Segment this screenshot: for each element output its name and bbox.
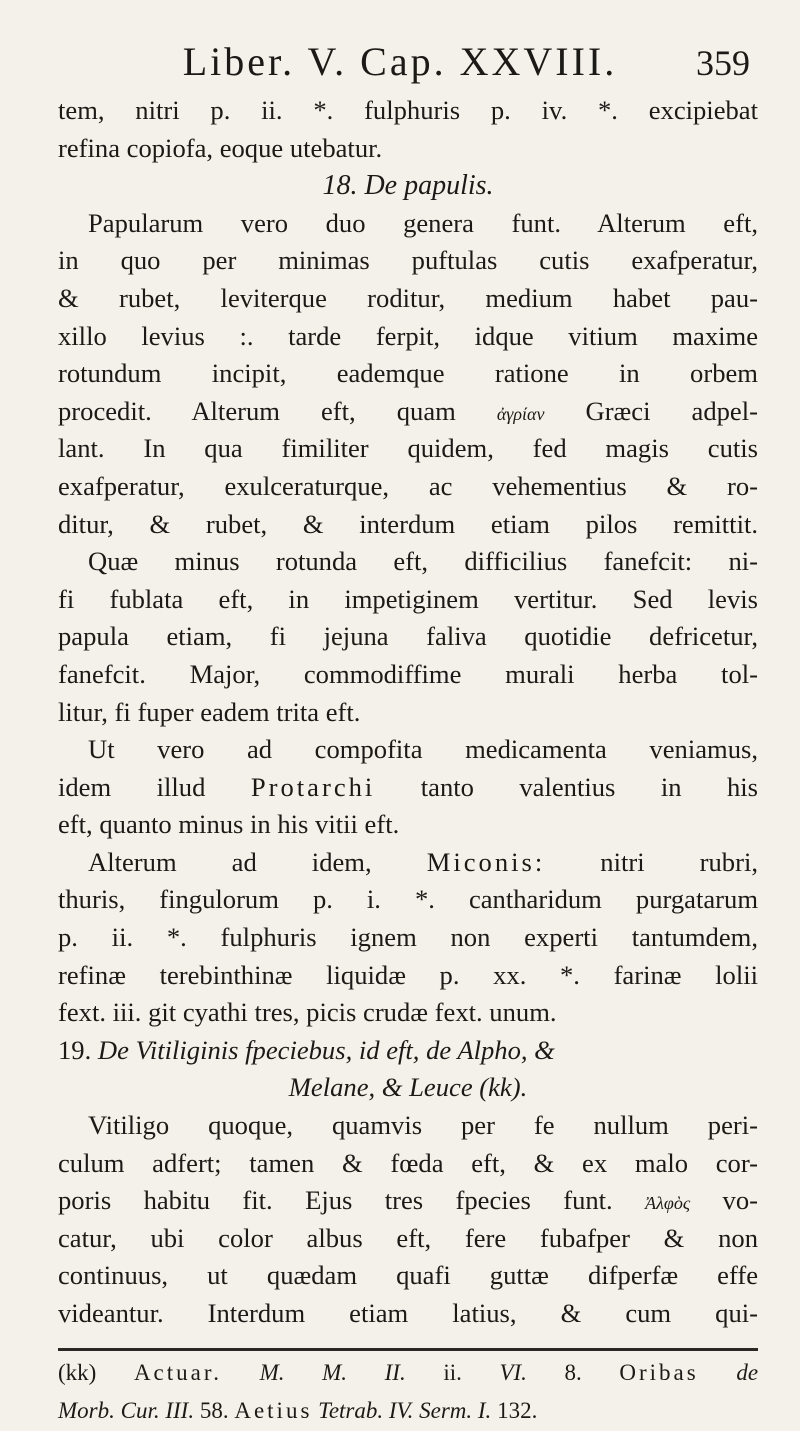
footnote-ref: Tetrab. IV. Serm. I. <box>318 1397 492 1423</box>
footnote-author: Oribas <box>619 1360 699 1385</box>
text-line <box>58 844 758 882</box>
footnote-ref: 58. <box>199 1397 229 1423</box>
text-segment: nitri rubri, <box>600 846 758 877</box>
text-line: p. ii. *. fulphuris ignem non experti tantumdem, <box>58 922 758 953</box>
section-number: 19. <box>58 1034 92 1065</box>
footnote-marker: (kk) <box>58 1360 97 1385</box>
text-line: xillo levius :. tarde ferpit, idque vitium maxime <box>58 320 758 351</box>
text-segment: vo- <box>722 1185 758 1216</box>
text-line: Ut vero ad compofita medicamenta veniamus, <box>88 734 758 765</box>
running-head-title: Liber. V. Cap. XXVIII. <box>182 39 618 84</box>
greek-word: ἀγρίαν <box>496 403 545 424</box>
text-line <box>58 769 758 807</box>
text-line: papula etiam, fi jejuna faliva quotidie defricetur, <box>58 621 758 652</box>
footnote-line <box>58 1356 758 1394</box>
footnote-rule <box>58 1348 758 1351</box>
section-title: De Vitiliginis fpeciebus, id eft, de Alpho, & <box>97 1034 555 1065</box>
footnote-author: Actuar. <box>133 1360 222 1385</box>
text-line: thuris, fingulorum p. i. *. cantharidum purgatarum <box>58 884 758 915</box>
body-text <box>58 92 758 1333</box>
footnote-ref: VI. <box>499 1360 527 1385</box>
text-line: videantur. Interdum etiam latius, & cum qui- <box>58 1298 758 1328</box>
text-line: refina copiofa, eoque utebatur. <box>58 132 383 163</box>
text-line: eft, quanto minus in his vitii eft. <box>58 809 400 840</box>
text-segment: tanto valentius in his <box>420 771 758 802</box>
text-segment: poris habitu fit. Ejus tres fpecies funt. <box>58 1185 613 1216</box>
text-line: fext. iii. git cyathi tres, picis crudæ fext. unum. <box>58 997 557 1028</box>
footnote-author: Aetius <box>234 1397 313 1423</box>
text-line: fanefcit. Major, commodiffime murali herba tol- <box>58 658 758 689</box>
footnote-ref: Morb. Cur. III. <box>58 1397 195 1423</box>
footnote-ref: de <box>736 1360 759 1385</box>
text-line <box>58 1182 758 1220</box>
section-title-continued: Melane, & Leuce (kk). <box>288 1072 528 1103</box>
footnote-ref: M. M. II. <box>259 1360 406 1385</box>
text-line: rotundum incipit, eademque ratione in orbem <box>58 358 758 389</box>
section-heading-papulis: 18. De papulis. <box>322 170 494 202</box>
footnotes <box>58 1356 758 1431</box>
text-line: in quo per minimas puftulas cutis exafperatur, <box>58 245 758 276</box>
author-name-miconis: Miconis: <box>426 846 546 877</box>
text-line: Vitiligo quoque, quamvis per fe nullum peri- <box>88 1110 758 1141</box>
text-line: catur, ubi color albus eft, fere fubafper & non <box>58 1222 758 1253</box>
text-line: tem, nitri p. ii. *. fulphuris p. iv. *. excipiebat <box>58 95 758 125</box>
running-head <box>0 38 800 88</box>
footnote-line <box>58 1394 758 1431</box>
text-line: fi fublata eft, in impetiginem vertitur. Sed levis <box>58 583 758 614</box>
page-number: 359 <box>696 43 750 83</box>
text-line: lant. In qua fimiliter quidem, fed magis cutis <box>58 433 758 464</box>
text-line: refinæ terebinthinæ liquidæ p. xx. *. farinæ lolii <box>58 959 758 990</box>
footnote-ref: 132. <box>497 1397 538 1423</box>
text-line: & rubet, leviterque roditur, medium habet pau- <box>58 282 758 313</box>
text-line: culum adfert; tamen & fœda eft, & ex malo cor- <box>58 1147 758 1178</box>
text-segment: Græci adpel- <box>585 395 758 426</box>
footnote-ref: ii. <box>443 1360 462 1385</box>
text-line: exafperatur, exulceraturque, ac vehementius & ro- <box>58 470 758 501</box>
text-segment: idem illud <box>58 771 206 802</box>
text-line: Quæ minus rotunda eft, difficilius fanefcit: ni- <box>88 546 758 577</box>
greek-word: Ἀλφὸς <box>645 1193 691 1214</box>
text-line <box>58 393 758 431</box>
text-line: litur, fi fuper eadem trita eft. <box>58 696 361 727</box>
text-segment: procedit. Alterum eft, quam <box>58 395 456 426</box>
text-line: Papularum vero duo genera funt. Alterum eft, <box>88 207 758 238</box>
author-name-protarchi: Protarchi <box>250 771 376 802</box>
text-line: continuus, ut quædam quafi guttæ difperfæ effe <box>58 1260 758 1291</box>
text-line: ditur, & rubet, & interdum etiam pilos remittit. <box>58 508 758 539</box>
footnote-ref: 8. <box>564 1360 582 1385</box>
text-segment: Alterum ad idem, <box>88 846 372 877</box>
section-heading-vitiligo <box>58 1032 758 1070</box>
